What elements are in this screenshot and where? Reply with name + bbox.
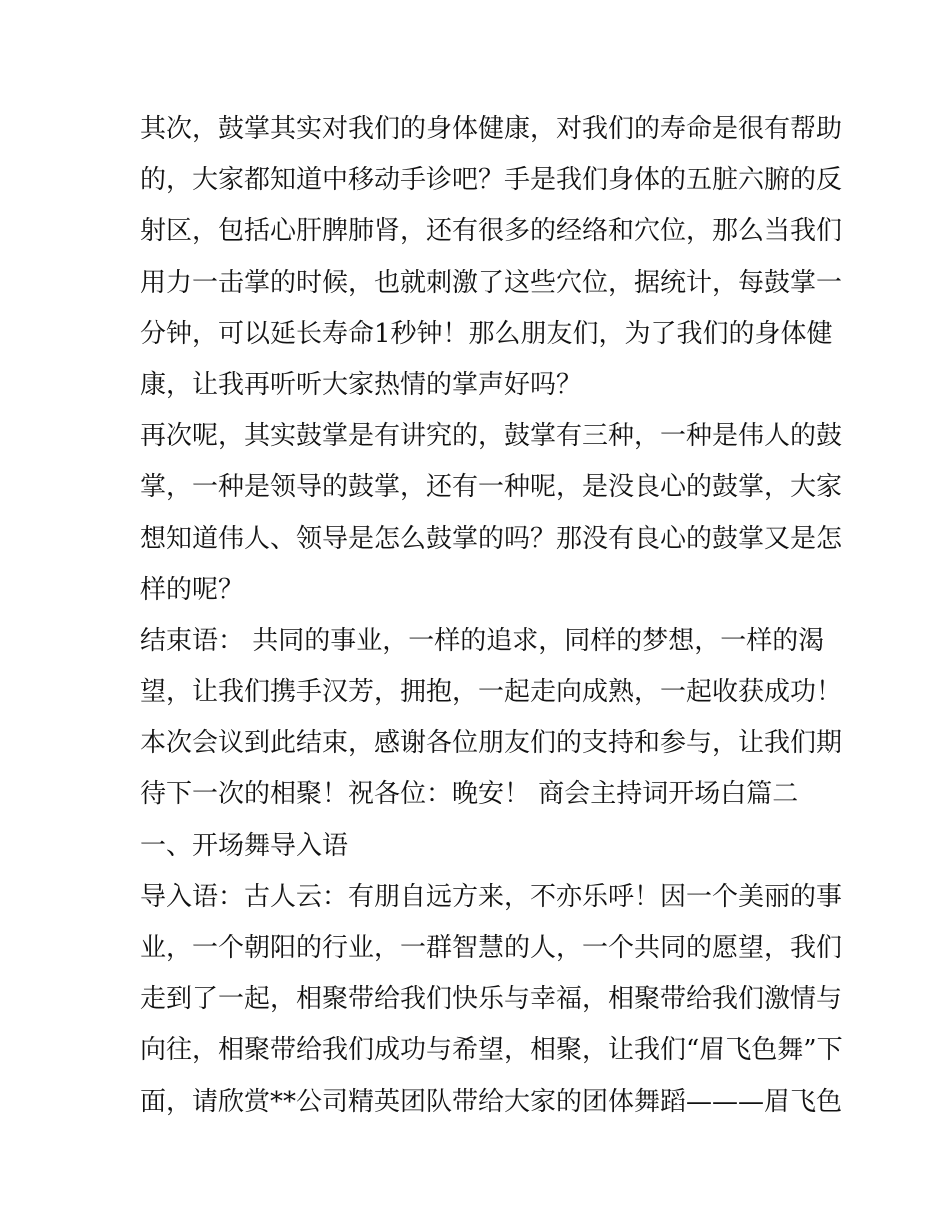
text-line: 再次呢，其实鼓掌是有讲究的，鼓掌有三种，一种是伟人的鼓 [140,421,843,452]
text-line: 待下一次的相聚！祝各位：晚安！ 商会主持词开场白篇二 [140,779,799,810]
text-line: 分钟，可以延长寿命1秒钟！那么朋友们，为了我们的身体健 [140,318,833,349]
section-heading: 一、开场舞导入语 [140,830,349,861]
text-line: 样的呢？ [140,574,245,605]
text-line: 走到了一起，相聚带给我们快乐与幸福，相聚带给我们激情与 [140,984,843,1015]
text-line: 导入语：古人云：有朋自远方来，不亦乐呼！因一个美丽的事 [140,881,843,912]
text-line: 本次会议到此结束，感谢各位朋友们的支持和参与，让我们期 [140,728,843,759]
text-line: 射区，包括心肝脾肺肾，还有很多的经络和穴位，那么当我们 [140,216,843,247]
text-line: 掌，一种是领导的鼓掌，还有一种呢，是没良心的鼓掌，大家 [140,472,843,503]
text-line: 康，让我再听听大家热情的掌声好吗？ [140,369,583,400]
text-line: 结束语： 共同的事业，一样的追求，同样的梦想，一样的渴 [140,625,825,656]
text-line: 业，一个朝阳的行业，一群智慧的人，一个共同的愿望，我们 [140,933,843,963]
text-line: 的，大家都知道中移动手诊吧？手是我们身体的五脏六腑的反 [140,165,843,196]
text-line: 用力一击掌的时候，也就刺激了这些穴位，据统计，每鼓掌一 [140,267,843,298]
text-line: 向往，相聚带给我们成功与希望，相聚，让我们“眉飞色舞”下 [140,1035,843,1066]
text-line: 面，请欣赏**公司精英团队带给大家的团体舞蹈———眉飞色 [140,1086,843,1117]
text-line: 其次，鼓掌其实对我们的身体健康，对我们的寿命是很有帮助 [140,114,843,144]
text-line: 想知道伟人、领导是怎么鼓掌的吗？那没有良心的鼓掌又是怎 [140,523,843,554]
text-line: 望，让我们携手汉芳，拥抱，一起走向成熟，一起收获成功！ [140,677,843,708]
body-text [140,104,843,1128]
